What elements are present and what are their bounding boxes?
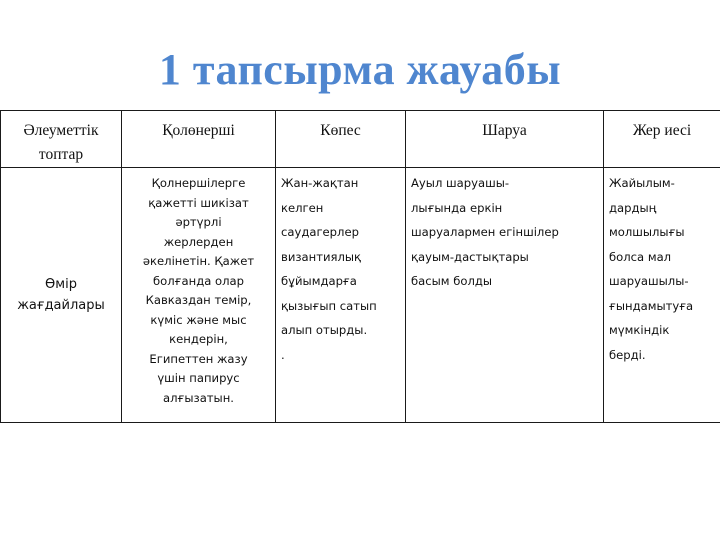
cell-peasant (406, 168, 604, 423)
cell-line: үшін папирус (157, 371, 240, 385)
header-landowner (604, 111, 720, 168)
cell-line: кендерін, (169, 332, 228, 346)
cell-merchant (276, 168, 406, 423)
cell-landowner (604, 168, 720, 423)
header-merchant (276, 111, 406, 168)
cell-line: алып отырды. (281, 323, 368, 337)
cell-line: молшылығы (609, 225, 685, 239)
header-peasant (406, 111, 604, 168)
header-line: Әлеуметтік (23, 122, 99, 139)
cell-line: шаруалармен егіншілер (411, 225, 559, 239)
cell-line: Жайылым- (609, 176, 675, 190)
cell-line: Египеттен жазу (149, 351, 248, 366)
cell-line: жерлерден (163, 234, 234, 249)
table-row (1, 168, 720, 423)
cell-line: византиялық (281, 249, 362, 264)
cell-line: дардың (609, 200, 657, 215)
row-label-line: жағдайлары (17, 298, 105, 313)
cell-line: Ауыл шаруашы- (411, 176, 510, 190)
cell-line: қажетті шикізат (148, 195, 249, 210)
table-header-row (1, 111, 720, 168)
cell-line: Жан-жақтан (281, 176, 359, 190)
cell-line: мүмкіндік (609, 323, 670, 337)
cell-line: шаруашылы- (609, 274, 689, 288)
cell-line: қызығып сатып (281, 298, 377, 313)
cell-line: берді. (609, 347, 646, 362)
row-label-living-conditions (1, 168, 122, 423)
cell-line: ғындамытуға (609, 298, 694, 313)
cell-line: алғызатын. (163, 390, 234, 405)
header-social-groups (1, 111, 122, 168)
cell-line: саудагерлер (281, 225, 359, 239)
cell-line: лығында еркін (411, 200, 503, 215)
cell-line: бұйымдарға (281, 274, 357, 288)
cell-line: әкелінетін. Қажет (142, 254, 255, 268)
cell-line: келген (281, 200, 324, 215)
cell-line: қауым-дастықтары (411, 249, 529, 264)
row-label-line: Өмір (45, 277, 77, 292)
cell-line: әртүрлі (175, 215, 222, 229)
header-line: топтар (38, 146, 84, 163)
cell-line: болғанда олар (153, 273, 244, 288)
cell-line: күміс және мыс (150, 312, 247, 327)
social-groups-table (0, 110, 720, 423)
cell-line: Қолнершілерге (151, 176, 246, 190)
cell-line: болса мал (609, 249, 672, 264)
header-label: Қолөнерші (162, 122, 235, 139)
header-label: Шаруа (482, 122, 527, 139)
cell-line: басым болды (411, 274, 493, 288)
header-artisan (122, 111, 276, 168)
cell-artisan (122, 168, 276, 423)
slide-title: 1 тапсырма жауабы (158, 45, 562, 94)
header-label: Жер иесі (632, 122, 692, 139)
cell-line: Кавказдан темір, (145, 293, 252, 307)
header-label: Көпес (320, 122, 361, 139)
cell-line: . (281, 347, 285, 362)
